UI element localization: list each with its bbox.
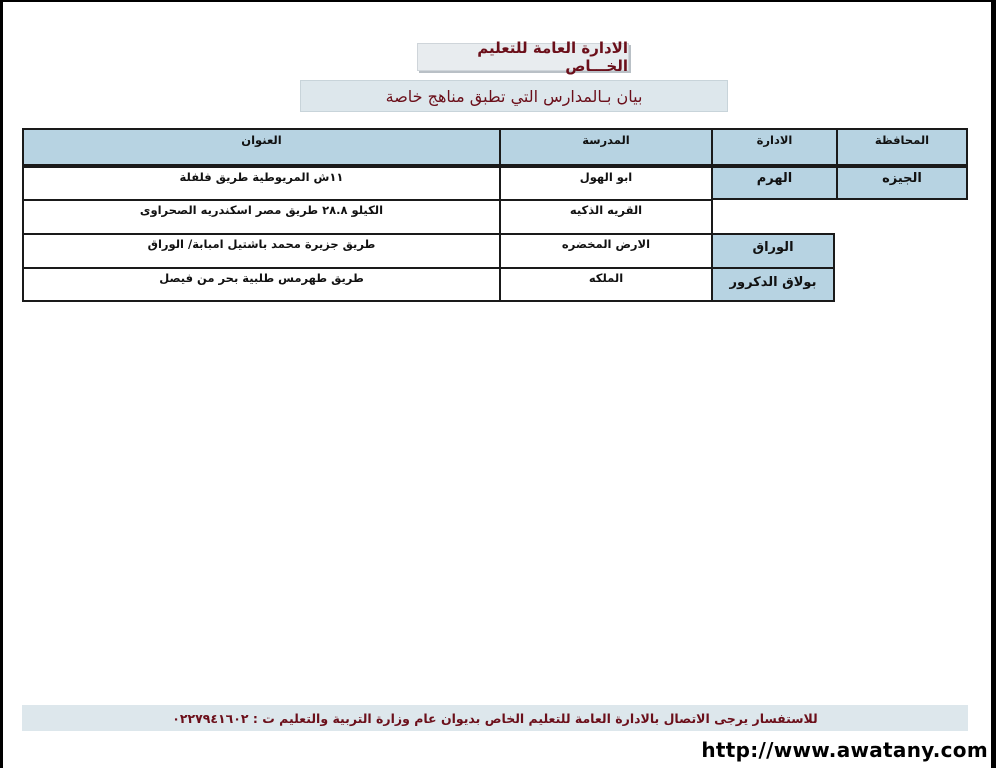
header-school: المدرسة — [499, 128, 713, 166]
header-administration: الادارة — [711, 128, 838, 166]
header-address: العنوان — [22, 128, 501, 166]
contact-footer: للاستفسار يرجى الاتصال بالادارة العامة للتعليم الخاص بديوان عام وزارة التربية والتعليم ت : ٠٢٢٧٩٤١٦٠٢ — [22, 705, 968, 731]
cell-administration-warraq: الوراق — [711, 233, 835, 269]
cell-governorate-giza: الجيزه — [836, 166, 968, 200]
document-subtitle: بيان بـالمدارس التي تطبق مناهج خاصة — [300, 80, 728, 112]
cell-address-4: طريق طهرمس طلبية بحر من فيصل — [22, 267, 501, 302]
cell-address-1: ١١ش المريوطية طريق فلفلة — [22, 166, 501, 201]
cell-administration-bulaq: بولاق الدكرور — [711, 267, 835, 302]
header-governorate: المحافظة — [836, 128, 968, 166]
website-watermark: http://www.awatany.com — [701, 738, 988, 762]
window-frame-top — [0, 0, 996, 2]
cell-school-1: ابو الهول — [499, 166, 713, 201]
cell-address-3: طريق جزيرة محمد باشتيل امبابة/ الوراق — [22, 233, 501, 269]
cell-school-4: الملكه — [499, 267, 713, 302]
cell-address-2: الكيلو ٢٨.٨ طريق مصر اسكندريه الصحراوى — [22, 199, 501, 235]
window-frame-left — [0, 0, 3, 768]
window-frame-right — [991, 0, 996, 768]
document-title: الادارة العامة للتعليم الخـــاص — [417, 43, 629, 71]
cell-school-3: الارض المخضره — [499, 233, 713, 269]
cell-administration-haram: الهرم — [711, 166, 838, 200]
cell-school-2: القريه الذكيه — [499, 199, 713, 235]
